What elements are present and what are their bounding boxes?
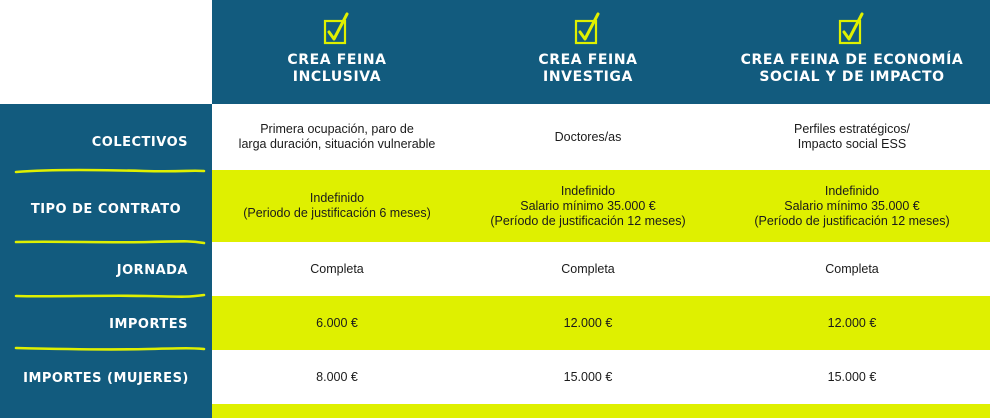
checkbox-check-icon: [837, 12, 867, 46]
checkbox-check-icon: [322, 12, 352, 46]
table-cell: Primera ocupación, paro de larga duración, situación vulnerable: [238, 122, 436, 151]
table-cell: 12.000 €: [827, 315, 877, 330]
column-title: CREA FEINA INVESTIGA: [538, 52, 638, 85]
column-title: CREA FEINA INCLUSIVA: [287, 52, 387, 85]
brush-stroke-icon: [14, 237, 206, 247]
table-cell: Completa: [561, 261, 615, 276]
table-row-importes: [212, 296, 990, 350]
row-label-tipo-contrato: TIPO DE CONTRATO: [30, 201, 182, 217]
table-row-importes-mujeres: [212, 350, 990, 404]
table-cell: Completa: [825, 261, 879, 276]
brush-stroke-icon: [14, 166, 206, 176]
column-header-economia-social: [714, 0, 990, 104]
column-header-investiga: [462, 0, 714, 104]
brush-stroke-icon: [14, 344, 206, 354]
table-row-colectivos: [212, 104, 990, 170]
table-cell: Indefinido Salario mínimo 35.000 € (Período de justificación 12 meses): [490, 183, 686, 228]
table-row-jornada: [212, 242, 990, 296]
table-row-tipo-contrato: [212, 170, 990, 242]
column-header-inclusiva: [212, 0, 462, 104]
table-cell: Completa: [310, 261, 364, 276]
table-cell: Indefinido (Periodo de justificación 6 meses): [243, 191, 431, 220]
row-label-importes-mujeres: IMPORTES (MUJERES): [23, 370, 189, 386]
table-cell: 15.000 €: [563, 369, 613, 384]
table-cell: 12.000 €: [563, 315, 613, 330]
brush-stroke-icon: [14, 291, 206, 301]
row-label-importes: IMPORTES: [109, 316, 188, 332]
row-label-jornada: JORNADA: [116, 262, 188, 278]
column-title: CREA FEINA DE ECONOMÍA SOCIAL Y DE IMPACTO: [740, 52, 964, 85]
table-cell: 6.000 €: [316, 315, 358, 330]
table-row-partial: [212, 404, 990, 418]
table-cell: Indefinido Salario mínimo 35.000 € (Período de justificación 12 meses): [754, 183, 950, 228]
table-cell: Perfiles estratégicos/ Impacto social ESS: [793, 122, 911, 151]
table-cell: Doctores/as: [554, 129, 622, 144]
table-cell: 15.000 €: [827, 369, 877, 384]
checkbox-check-icon: [573, 12, 603, 46]
table-cell: 8.000 €: [316, 369, 358, 384]
row-label-colectivos: COLECTIVOS: [91, 134, 188, 150]
